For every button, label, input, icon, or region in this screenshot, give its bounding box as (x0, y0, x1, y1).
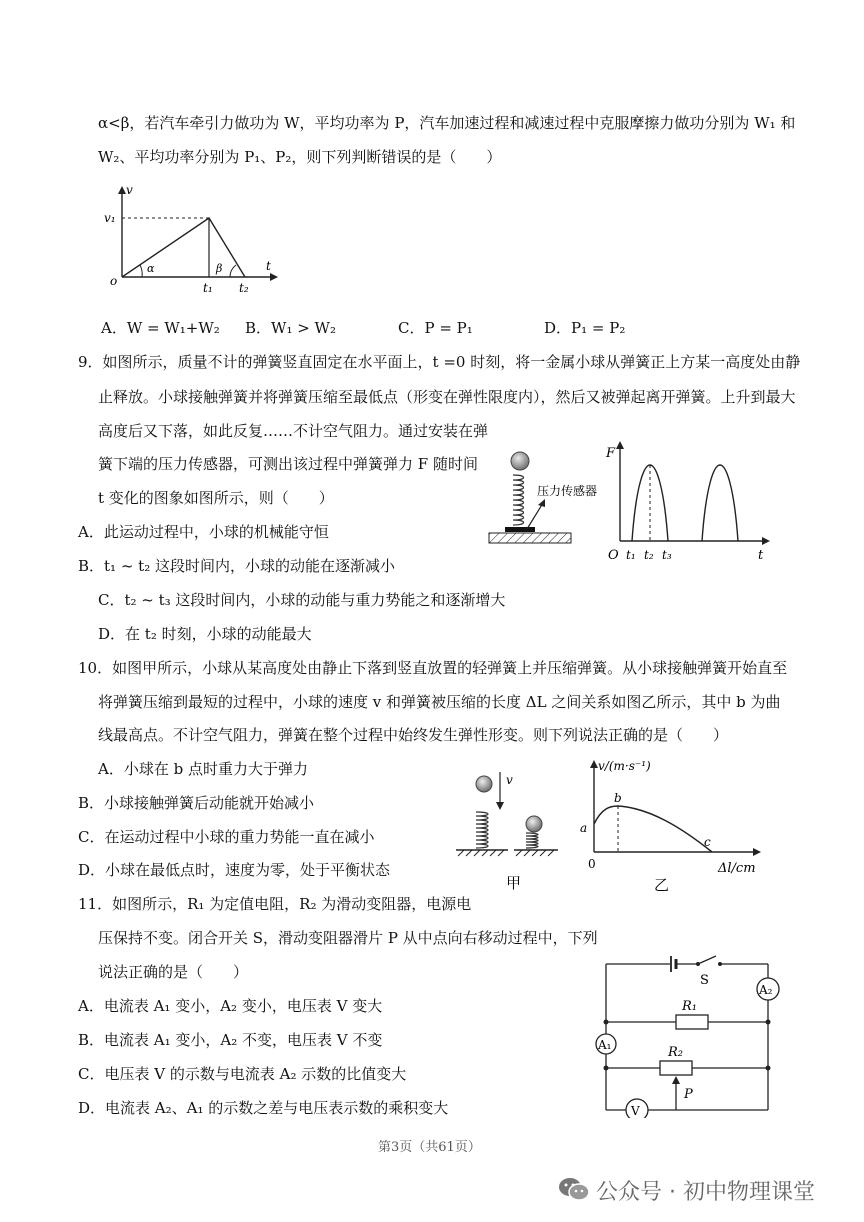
v-label: V (631, 1104, 640, 1118)
q10-figure-yi (572, 752, 768, 902)
q9-sensor-label: 压力传感器 (537, 484, 598, 498)
compressed-spring-icon (526, 833, 538, 848)
r2-rheostat-icon (660, 1061, 692, 1075)
q10-yi-point-b: b (614, 791, 622, 805)
r1-label: R₁ (682, 999, 697, 1014)
switch-label: S (700, 973, 709, 988)
q11-text-line2: 压保持不变。闭合开关 S，滑动变阻器滑片 P 从中点向右移动过程中，下列 (98, 929, 598, 947)
q11-text-line1: 11．如图所示，R₁ 为定值电阻，R₂ 为滑动变阻器，电源电 (78, 895, 472, 913)
q8-option-b[interactable]: B．W₁ > W₂ (245, 319, 336, 337)
r2-label: R₂ (668, 1045, 683, 1060)
q8-vt-graph (100, 182, 280, 294)
q9-text-line4: 簧下端的压力传感器，可测出该过程中弹簧弹力 F 随时间 (98, 455, 478, 473)
p-label: P (684, 1087, 693, 1102)
q8-option-d[interactable]: D．P₁ = P₂ (544, 319, 626, 337)
q10-yi-point-c: c (704, 835, 711, 849)
q11-option-c[interactable]: C．电压表 V 的示数与电流表 A₂ 示数的比值变大 (78, 1065, 407, 1083)
q11-option-b[interactable]: B．电流表 A₁ 变小，A₂ 不变，电压表 V 不变 (78, 1031, 383, 1049)
q10-option-b[interactable]: B．小球接触弹簧后动能就开始减小 (78, 794, 315, 812)
q9-text-line5: t 变化的图象如图所示，则（ ） (98, 489, 334, 507)
ball-icon (511, 452, 529, 470)
q9-text-line1: 9．如图所示，质量不计的弹簧竖直固定在水平面上，t =0 时刻，将一金属小球从弹簧正上方某一高度处由静 (78, 353, 801, 371)
q9-option-b[interactable]: B．t₁ ~ t₂ 这段时间内，小球的动能在逐渐减小 (78, 557, 395, 575)
a2-label: A₂ (759, 983, 773, 997)
q11-option-a[interactable]: A．电流表 A₁ 变小，A₂ 变小，电压表 V 变大 (78, 997, 383, 1015)
r1-resistor-icon (676, 1015, 708, 1029)
q8-graph-t1: t₁ (203, 281, 213, 294)
q9-graph-xlabel: t (758, 548, 764, 563)
q9-graph-t1: t₁ (626, 548, 636, 562)
q8-graph-ylabel: v (126, 183, 133, 197)
q9-option-d[interactable]: D．在 t₂ 时刻，小球的动能最大 (98, 625, 312, 643)
q10-figure-jia (448, 760, 578, 895)
q11-option-d[interactable]: D．电流表 A₂、A₁ 的示数之差与电压表示数的乘积变大 (78, 1099, 449, 1117)
q8-graph-t2: t₂ (239, 281, 249, 294)
q10-text-line3: 线最高点。不计空气阻力，弹簧在整个过程中始终发生弹性形变。则下列说法正确的是（ ） (98, 726, 729, 744)
spring-icon (476, 812, 488, 848)
q9-text-line2: 止释放。小球接触弹簧并将弹簧压缩至最低点（形变在弹性限度内），然后又被弹起离开弹簧。上升到最大 (98, 388, 796, 406)
a1-label: A₁ (598, 1038, 612, 1052)
q8-option-a[interactable]: A．W = W₁+W₂ (101, 319, 220, 337)
compressing-ball-icon (526, 816, 542, 832)
q10-option-d[interactable]: D．小球在最低点时，速度为零，处于平衡状态 (78, 861, 391, 879)
falling-ball-icon (476, 776, 492, 792)
q9-graph-t2: t₂ (644, 548, 654, 562)
q11-text-line3: 说法正确的是（ ） (98, 963, 249, 981)
q9-graph-ylabel: F (606, 446, 616, 461)
q10-yi-caption: 乙 (654, 876, 670, 894)
q10-jia-v: v (506, 773, 513, 787)
q9-spring-figure (485, 445, 615, 550)
q10-yi-ylabel: v/(m·s⁻¹) (598, 759, 651, 773)
q9-option-a[interactable]: A．此运动过程中，小球的机械能守恒 (78, 523, 329, 541)
q8-graph-origin: o (110, 274, 118, 288)
q10-yi-origin: 0 (588, 857, 596, 871)
q10-option-c[interactable]: C．在运动过程中小球的重力势能一直在减小 (78, 828, 375, 846)
q10-text-line2: 将弹簧压缩到最短的过程中，小球的速度 v 和弹簧被压缩的长度 ΔL 之间关系如图乙所示，其中 b 为曲 (98, 693, 781, 711)
q10-option-a[interactable]: A．小球在 b 点时重力大于弹力 (98, 760, 308, 778)
q11-circuit (592, 948, 782, 1118)
q8-graph-xlabel: t (266, 259, 271, 273)
wechat-icon (558, 1176, 590, 1202)
spring-icon (513, 475, 524, 525)
watermark-text: 公众号 · 初中物理课堂 (596, 1180, 815, 1205)
q8-option-c[interactable]: C．P = P₁ (398, 319, 473, 337)
q9-text-line3: 高度后又下落，如此反复……不计空气阻力。通过安装在弹 (98, 422, 489, 440)
q9-graph-t3: t₃ (662, 548, 672, 562)
q10-yi-xlabel: Δl/cm (718, 861, 756, 876)
page-footer: 第3页（共61页） (378, 1140, 481, 1155)
q10-yi-point-a: a (580, 821, 588, 835)
q9-ft-graph (598, 435, 774, 565)
q10-jia-caption: 甲 (506, 874, 522, 892)
q8-text-line2: W₂、平均功率分别为 P₁、P₂，则下列判断错误的是（ ） (98, 148, 502, 166)
q8-text-line1: α<β，若汽车牵引力做功为 W，平均功率为 P，汽车加速过程和减速过程中克服摩擦力做功分别为 W₁ 和 (98, 114, 796, 132)
q8-graph-alpha: α (147, 262, 155, 275)
q10-text-line1: 10．如图甲所示，小球从某高度处由静止下落到竖直放置的轻弹簧上并压缩弹簧。从小球接触弹簧开始直至 (78, 659, 788, 677)
q9-graph-origin: O (608, 548, 619, 563)
q8-graph-beta: β (216, 262, 223, 275)
q9-option-c[interactable]: C．t₂ ~ t₃ 这段时间内，小球的动能与重力势能之和逐渐增大 (98, 591, 506, 609)
q8-graph-v1: v₁ (104, 211, 116, 225)
